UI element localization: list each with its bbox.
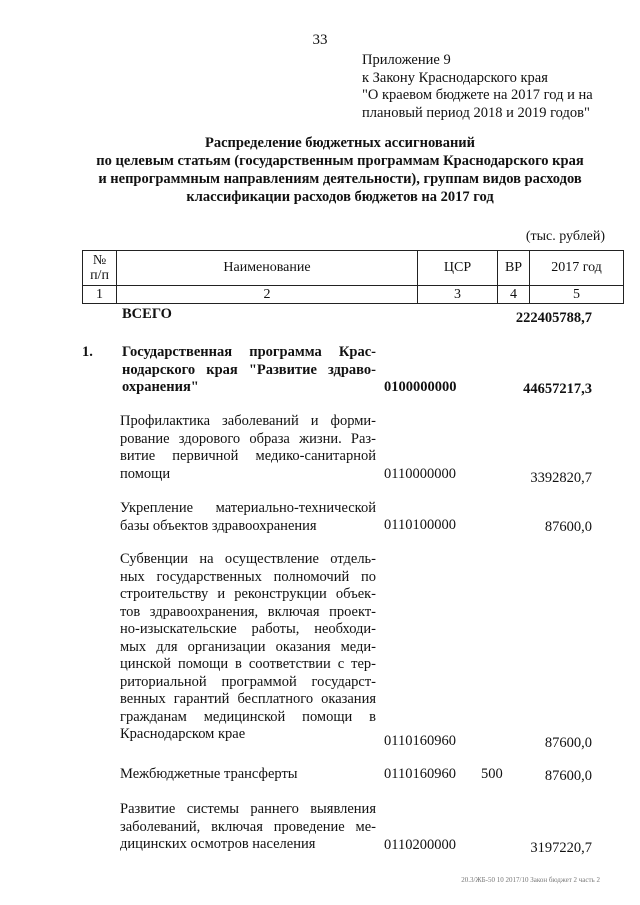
- footer-code: 20.3/ЖБ-50 10 2017/10 Закон бюджет 2 часть 2: [461, 876, 600, 884]
- row-name-line: ных государственных полномочий по: [120, 568, 376, 585]
- header-index: 2: [117, 286, 418, 304]
- row-amount: 44657217,3: [523, 381, 592, 397]
- row-name-line: гражданам медицинской помощи в: [120, 708, 376, 725]
- title-line: классификации расходов бюджетов на 2017 год: [186, 189, 494, 205]
- row-name-line: Краснодарском крае: [120, 726, 246, 742]
- row-name-line: Межбюджетные трансферты: [120, 766, 298, 782]
- row-name-line: строительству и реконструкции объек-: [120, 586, 376, 602]
- row-name: [120, 500, 376, 535]
- row-name: [120, 801, 376, 854]
- row-name-line: венных гарантий бесплатного оказания: [120, 691, 376, 707]
- row-name: [120, 551, 376, 744]
- row-name-line: Государственная программа Крас-: [122, 344, 376, 360]
- header-index: 3: [418, 286, 498, 304]
- row-number: 1.: [82, 344, 93, 360]
- row-csr: 0110200000: [384, 837, 456, 853]
- row-name-line: дицинских осмотров населения: [120, 836, 316, 852]
- header-no-line1: №: [92, 253, 107, 268]
- title-line: по целевым статьям (государственным программам Краснодарского края: [96, 153, 584, 169]
- total-amount: 222405788,7: [515, 310, 592, 326]
- row-name: [120, 766, 376, 784]
- header-year: 2017 год: [530, 251, 624, 286]
- header-index: 4: [498, 286, 530, 304]
- row-name-line: базы объектов здравоохранения: [120, 517, 317, 534]
- row-name-line: но-изыскательские работы, необходи-: [120, 621, 376, 637]
- row-name-line: Развитие системы раннего выявления: [120, 801, 376, 817]
- row-vr: 500: [481, 766, 503, 782]
- row-csr: 0110160960: [384, 733, 456, 749]
- row-name-line: тов здравоохранения, включая проект-: [120, 603, 376, 620]
- title-line: и непрограммным направлениям деятельности), группам видов расходов: [98, 171, 582, 187]
- page-number: 33: [312, 32, 328, 48]
- row-amount: 3392820,7: [530, 470, 592, 486]
- row-name-line: нодарского края "Развитие здраво-: [122, 361, 376, 378]
- row-csr: 0110000000: [384, 466, 456, 482]
- row-name-line: Профилактика заболеваний и форми-: [120, 413, 376, 429]
- row-csr: 0110160960: [384, 766, 456, 782]
- header-index: 5: [530, 286, 624, 304]
- header-vr: ВР: [498, 251, 530, 286]
- row-amount: 87600,0: [544, 735, 592, 751]
- row-amount: 87600,0: [544, 519, 592, 535]
- row-name-line: рование здорового образа жизни. Раз-: [120, 430, 376, 447]
- row-name-line: Субвенции на осуществление отдель-: [120, 551, 376, 567]
- document-title: [60, 134, 620, 206]
- row-name: [122, 344, 376, 397]
- appendix-line: Приложение 9: [362, 52, 451, 68]
- row-name-line: заболеваний, включая проведение ме-: [120, 818, 376, 835]
- table-header: [82, 250, 624, 304]
- row-name-line: витие первичной медико-санитарной: [120, 448, 376, 464]
- row-amount: 87600,0: [544, 768, 592, 784]
- row-name-line: помощи: [120, 465, 171, 482]
- row-name-line: охранения": [122, 379, 199, 395]
- total-label: ВСЕГО: [122, 306, 172, 322]
- row-name-line: риториальной программой государст-: [120, 673, 376, 690]
- row-amount: 3197220,7: [530, 840, 592, 856]
- header-name: Наименование: [117, 251, 418, 286]
- appendix-line: к Закону Краснодарского края: [362, 69, 548, 86]
- appendix-line: "О краевом бюджете на 2017 год и на: [362, 87, 593, 103]
- header-no: [83, 251, 117, 286]
- row-name-line: Укрепление материально-технической: [120, 500, 376, 516]
- row-csr: 0110100000: [384, 517, 456, 533]
- appendix-note: [362, 52, 593, 122]
- row-csr: 0100000000: [384, 379, 457, 395]
- title-line: Распределение бюджетных ассигнований: [204, 135, 476, 151]
- header-csr: ЦСР: [418, 251, 498, 286]
- header-no-line2: п/п: [90, 268, 109, 283]
- header-index: 1: [83, 286, 117, 304]
- appendix-line: плановый период 2018 и 2019 годов": [362, 104, 590, 121]
- row-name: [120, 413, 376, 483]
- row-name-line: мых для организации оказания меди-: [120, 638, 376, 655]
- units-label: (тыс. рублей): [525, 229, 605, 244]
- row-name-line: цинской помощи в соответствии с тер-: [120, 656, 376, 672]
